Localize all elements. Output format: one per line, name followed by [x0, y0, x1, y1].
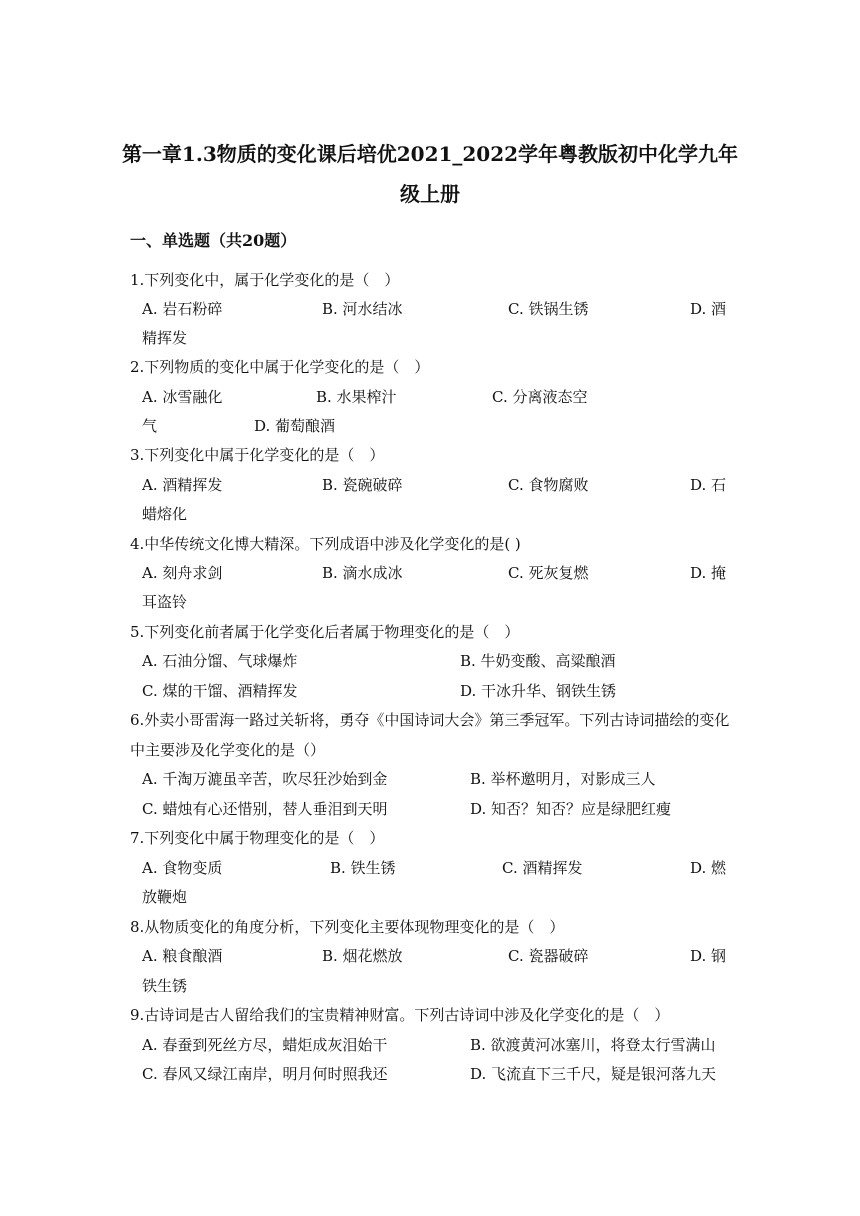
- question-8-option-d: D. 钢: [690, 947, 727, 965]
- question-7-option-c: C. 酒精挥发: [502, 859, 583, 877]
- question-1-option-b: B. 河水结冰: [322, 300, 403, 318]
- question-5-option-a: A. 石油分馏、气球爆炸: [142, 652, 298, 670]
- question-7-option-d-cont: 放鞭炮: [142, 888, 188, 906]
- question-1-option-d-cont: 精挥发: [142, 329, 188, 347]
- question-5-option-d: D. 干冰升华、钢铁生锈: [460, 682, 617, 700]
- question-2-option-c: C. 分离液态空: [492, 388, 588, 406]
- question-5-option-b: B. 牛奶变酸、高粱酿酒: [460, 652, 616, 670]
- question-4-option-d-cont: 耳盗铃: [142, 593, 188, 611]
- question-4-stem: 4.中华传统文化博大精深。下列成语中涉及化学变化的是( ): [130, 535, 521, 553]
- question-3-stem: 3.下列变化中属于化学变化的是（ ）: [130, 446, 385, 464]
- question-5-stem: 5.下列变化前者属于化学变化后者属于物理变化的是（ ）: [130, 623, 520, 641]
- title-line-1: 第一章1.3物质的变化课后培优2021_2022学年粤教版初中化学九年: [121, 142, 739, 166]
- title-line-2: 级上册: [400, 182, 460, 206]
- question-1-option-a: A. 岩石粉碎: [142, 300, 223, 318]
- question-3-option-b: B. 瓷碗破碎: [322, 476, 403, 494]
- question-4-option-c: C. 死灰复燃: [508, 564, 589, 582]
- question-3-option-d: D. 石: [690, 476, 727, 494]
- question-8-option-a: A. 粮食酿酒: [142, 947, 223, 965]
- question-3-option-d-cont: 蜡熔化: [142, 505, 188, 523]
- question-2-option-a: A. 冰雪融化: [142, 388, 223, 406]
- question-6-option-b: B. 举杯邀明月，对影成三人: [470, 770, 656, 788]
- question-8-option-d-cont: 铁生锈: [142, 977, 188, 995]
- question-9-option-d: D. 飞流直下三千尺，疑是银河落九天: [470, 1065, 717, 1083]
- question-6-option-d: D. 知否？知否？应是绿肥红瘦: [470, 800, 672, 818]
- question-7-option-b: B. 铁生锈: [330, 859, 396, 877]
- question-2-option-d: D. 葡萄酿酒: [254, 417, 336, 435]
- question-7-option-d: D. 燃: [690, 859, 727, 877]
- question-4-option-d: D. 掩: [690, 564, 727, 582]
- question-9-stem: 9.古诗词是古人留给我们的宝贵精神财富。下列古诗词中涉及化学变化的是（ ）: [130, 1006, 670, 1024]
- section-heading: 一、单选题（共20题）: [130, 231, 297, 250]
- question-7-option-a: A. 食物变质: [142, 859, 223, 877]
- question-2-option-c-cont: 气: [142, 417, 158, 435]
- question-7-stem: 7.下列变化中属于物理变化的是（ ）: [130, 829, 385, 847]
- question-9-option-a: A. 春蚕到死丝方尽，蜡炬成灰泪始干: [142, 1036, 388, 1054]
- question-5-option-c: C. 煤的干馏、酒精挥发: [142, 682, 298, 700]
- question-6-option-a: A. 千淘万漉虽辛苦，吹尽狂沙始到金: [142, 770, 388, 788]
- question-1-option-c: C. 铁锅生锈: [508, 300, 589, 318]
- question-2-option-b: B. 水果榨汁: [316, 388, 397, 406]
- question-2-stem: 2.下列物质的变化中属于化学变化的是（ ）: [130, 358, 430, 376]
- question-1-option-d: D. 酒: [690, 300, 727, 318]
- question-8-stem: 8.从物质变化的角度分析，下列变化主要体现物理变化的是（ ）: [130, 918, 565, 936]
- question-6-option-c: C. 蜡烛有心还惜别，替人垂泪到天明: [142, 800, 388, 818]
- question-8-option-b: B. 烟花燃放: [322, 947, 403, 965]
- question-6-stem: 6.外卖小哥雷海一路过关斩将，勇夺《中国诗词大会》第三季冠军。下列古诗词描绘的变化: [130, 711, 730, 729]
- question-3-option-c: C. 食物腐败: [508, 476, 589, 494]
- question-8-option-c: C. 瓷器破碎: [508, 947, 589, 965]
- question-9-option-c: C. 春风又绿江南岸，明月何时照我还: [142, 1065, 388, 1083]
- question-6-stem-cont: 中主要涉及化学变化的是（）: [130, 741, 326, 759]
- question-9-option-b: B. 欲渡黄河冰塞川，将登太行雪满山: [470, 1036, 716, 1054]
- question-3-option-a: A. 酒精挥发: [142, 476, 223, 494]
- question-4-option-b: B. 滴水成冰: [322, 564, 403, 582]
- question-1-stem: 1.下列变化中，属于化学变化的是（ ）: [130, 271, 400, 289]
- question-4-option-a: A. 刻舟求剑: [142, 564, 223, 582]
- document-title: [120, 134, 740, 214]
